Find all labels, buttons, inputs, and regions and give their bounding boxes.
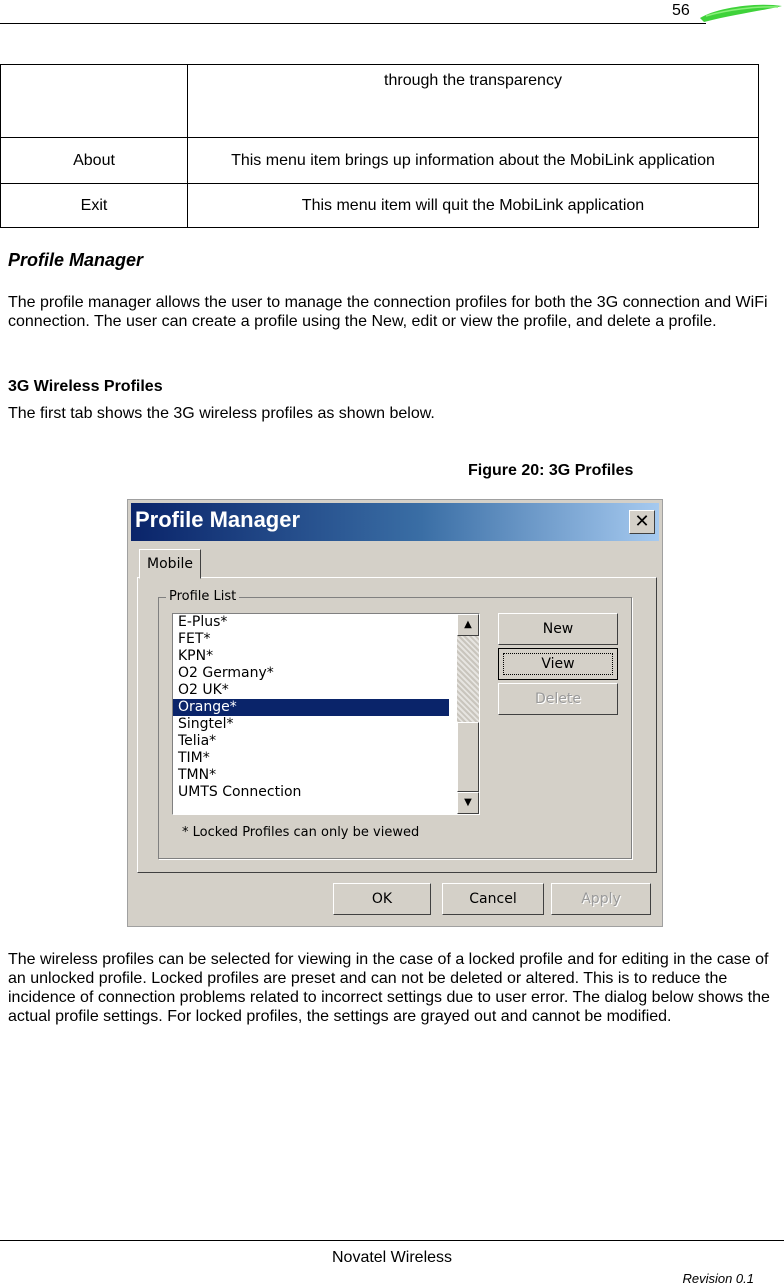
scroll-down-button[interactable]	[457, 792, 479, 814]
page-number: 56	[672, 2, 690, 19]
close-icon: ✕	[634, 511, 650, 532]
locked-profiles-note: * Locked Profiles can only be viewed	[182, 825, 420, 840]
tab-mobile[interactable]: Mobile	[139, 549, 201, 579]
list-item[interactable]: Singtel*	[178, 716, 234, 732]
list-item[interactable]: TIM*	[178, 750, 210, 766]
dialog-title: Profile Manager	[135, 507, 301, 532]
table-row	[1, 184, 759, 228]
footer-revision: Revision 0.1	[682, 1271, 754, 1286]
table-cell-item: Exit	[1, 184, 188, 228]
list-item[interactable]: Orange*	[173, 699, 449, 716]
dialog-title-bar[interactable]	[131, 503, 659, 541]
section-title: Profile Manager	[8, 250, 144, 270]
list-item[interactable]: E-Plus*	[178, 614, 228, 630]
delete-button[interactable]: Delete	[498, 683, 618, 715]
footer-rule	[0, 1240, 784, 1241]
table-cell-description: through the transparency	[188, 65, 759, 138]
table-cell-description: This menu item will quit the MobiLink application	[188, 184, 759, 228]
table-row	[1, 65, 759, 138]
logo-swoosh-icon	[696, 0, 784, 24]
menu-items-table	[0, 64, 759, 228]
close-button[interactable]	[629, 510, 655, 534]
table-cell-description: This menu item brings up information about the MobiLink application	[188, 138, 759, 184]
profile-list-group-label: Profile List	[166, 589, 239, 604]
cancel-button[interactable]: Cancel	[442, 883, 544, 915]
list-item[interactable]: O2 UK*	[178, 682, 229, 698]
table-row	[1, 138, 759, 184]
apply-button[interactable]: Apply	[551, 883, 651, 915]
arrow-up-icon: ▲	[464, 619, 472, 630]
ok-button[interactable]: OK	[333, 883, 431, 915]
list-item[interactable]: UMTS Connection	[178, 784, 302, 800]
list-item[interactable]: O2 Germany*	[178, 665, 274, 681]
table-cell-item	[1, 65, 188, 138]
table-cell-item: About	[1, 138, 188, 184]
view-button-label: View	[541, 656, 575, 672]
intro-paragraph: The profile manager allows the user to manage the connection profiles for both the 3G connection and WiFi connection. The user can create a profile using the New, edit or view the profile, and delete a profile.	[8, 294, 768, 330]
new-button[interactable]: New	[498, 613, 618, 645]
list-item[interactable]: KPN*	[178, 648, 214, 664]
profile-manager-dialog	[127, 499, 663, 927]
subsection-title: 3G Wireless Profiles	[8, 378, 163, 395]
scroll-up-button[interactable]	[457, 614, 479, 636]
scrollbar-thumb[interactable]	[457, 722, 479, 792]
subsection-paragraph: The first tab shows the 3G wireless profiles as shown below.	[8, 405, 435, 422]
list-item[interactable]: FET*	[178, 631, 211, 647]
figure-caption: Figure 20: 3G Profiles	[468, 462, 634, 479]
arrow-down-icon: ▼	[464, 797, 472, 808]
focus-rectangle	[503, 653, 613, 675]
view-button[interactable]	[498, 648, 618, 680]
closing-paragraph: The wireless profiles can be selected for viewing in the case of a locked profile and for editing in the case of an unlocked profile. Locked profiles are preset and can not be deleted or altered. This is to reduce the incidence of connection problems related to incorrect settings due to user error. The dialog below shows the actual profile settings. For locked profiles, the settings are grayed out and cannot be modified.	[8, 951, 770, 1025]
list-item[interactable]: TMN*	[178, 767, 217, 783]
header-rule	[0, 23, 706, 24]
list-item[interactable]: Telia*	[178, 733, 217, 749]
profile-listbox[interactable]	[172, 613, 480, 815]
footer-company: Novatel Wireless	[331, 1249, 453, 1266]
vertical-scrollbar[interactable]	[457, 614, 479, 814]
